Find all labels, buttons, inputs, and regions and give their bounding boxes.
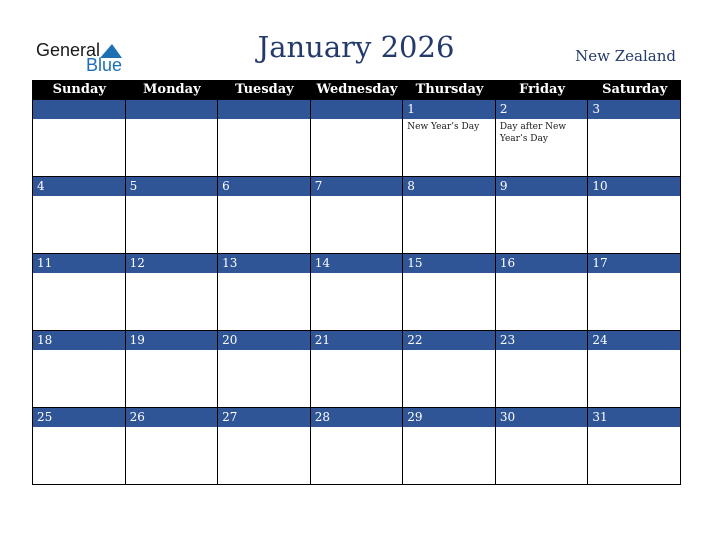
- day-cell[interactable]: [126, 331, 219, 408]
- holiday-label: Day after New Year’s Day: [499, 122, 567, 144]
- day-number: [311, 100, 403, 119]
- day-number: 12: [126, 254, 218, 273]
- day-number: 9: [496, 177, 588, 196]
- weekday-monday: Monday: [143, 82, 201, 97]
- day-cell[interactable]: [33, 331, 126, 408]
- day-cell[interactable]: [126, 254, 219, 331]
- day-cell[interactable]: [311, 331, 404, 408]
- day-cell[interactable]: [126, 177, 219, 254]
- day-number: 3: [588, 100, 680, 119]
- day-cell[interactable]: [218, 177, 311, 254]
- day-number: 7: [311, 177, 403, 196]
- logo-text-general: General: [36, 40, 101, 60]
- day-cell[interactable]: [311, 254, 404, 331]
- day-number: 15: [403, 254, 495, 273]
- day-number: 27: [218, 408, 310, 427]
- logo-text-blue: Blue: [86, 55, 123, 75]
- day-cell[interactable]: [126, 100, 219, 177]
- calendar-week-row: [33, 177, 681, 254]
- day-cell[interactable]: [403, 331, 496, 408]
- country-label: New Zealand: [575, 47, 676, 65]
- day-cell[interactable]: [311, 408, 404, 485]
- day-number: 22: [403, 331, 495, 350]
- day-number: 6: [218, 177, 310, 196]
- weekday-sunday: Sunday: [52, 82, 106, 97]
- calendar-week-row: [33, 254, 681, 331]
- calendar-week-row: [33, 408, 681, 485]
- day-number: [218, 100, 310, 119]
- day-cell[interactable]: [33, 177, 126, 254]
- weekday-friday: Friday: [519, 82, 566, 97]
- calendar-weeks: [33, 100, 681, 485]
- day-number: 18: [33, 331, 125, 350]
- day-number: 10: [588, 177, 680, 196]
- day-cell[interactable]: [496, 177, 589, 254]
- day-number: 14: [311, 254, 403, 273]
- day-cell[interactable]: [496, 331, 589, 408]
- day-cell[interactable]: [218, 408, 311, 485]
- day-number: 8: [403, 177, 495, 196]
- day-cell[interactable]: [403, 254, 496, 331]
- day-number: 13: [218, 254, 310, 273]
- day-cell[interactable]: [588, 177, 681, 254]
- day-number: 30: [496, 408, 588, 427]
- day-number: 21: [311, 331, 403, 350]
- day-cell[interactable]: [496, 254, 589, 331]
- day-number: 23: [496, 331, 588, 350]
- calendar-week-row: [33, 331, 681, 408]
- day-number: 31: [588, 408, 680, 427]
- day-number: [33, 100, 125, 119]
- day-number: [126, 100, 218, 119]
- day-cell[interactable]: [33, 408, 126, 485]
- day-number: 1: [403, 100, 495, 119]
- day-number: 19: [126, 331, 218, 350]
- day-number: 20: [218, 331, 310, 350]
- day-cell[interactable]: [126, 408, 219, 485]
- day-cell[interactable]: [403, 177, 496, 254]
- calendar-week-row: [33, 100, 681, 177]
- weekday-tuesday: Tuesday: [235, 82, 294, 97]
- day-cell[interactable]: [496, 100, 589, 177]
- day-cell[interactable]: [496, 408, 589, 485]
- day-cell[interactable]: [218, 254, 311, 331]
- weekday-wednesday: Wednesday: [316, 82, 398, 97]
- holiday-label: New Year’s Day: [407, 122, 480, 132]
- day-number: 4: [33, 177, 125, 196]
- calendar-grid: [32, 80, 681, 485]
- day-number: 25: [33, 408, 125, 427]
- day-number: 11: [33, 254, 125, 273]
- day-cell[interactable]: [33, 100, 126, 177]
- day-number: 28: [311, 408, 403, 427]
- day-cell[interactable]: [311, 177, 404, 254]
- day-cell[interactable]: [311, 100, 404, 177]
- day-cell[interactable]: [403, 100, 496, 177]
- day-number: 16: [496, 254, 588, 273]
- day-number: 26: [126, 408, 218, 427]
- day-number: 17: [588, 254, 680, 273]
- day-cell[interactable]: [403, 408, 496, 485]
- page-title: January 2026: [257, 30, 455, 64]
- day-number: 24: [588, 331, 680, 350]
- day-number: 2: [496, 100, 588, 119]
- day-cell[interactable]: [588, 408, 681, 485]
- weekday-header-row: [33, 80, 681, 100]
- day-cell[interactable]: [588, 100, 681, 177]
- day-number: 5: [126, 177, 218, 196]
- day-number: 29: [403, 408, 495, 427]
- day-cell[interactable]: [218, 331, 311, 408]
- day-cell[interactable]: [588, 254, 681, 331]
- weekday-saturday: Saturday: [602, 82, 668, 97]
- day-cell[interactable]: [218, 100, 311, 177]
- weekday-thursday: Thursday: [415, 82, 484, 97]
- day-cell[interactable]: [588, 331, 681, 408]
- day-cell[interactable]: [33, 254, 126, 331]
